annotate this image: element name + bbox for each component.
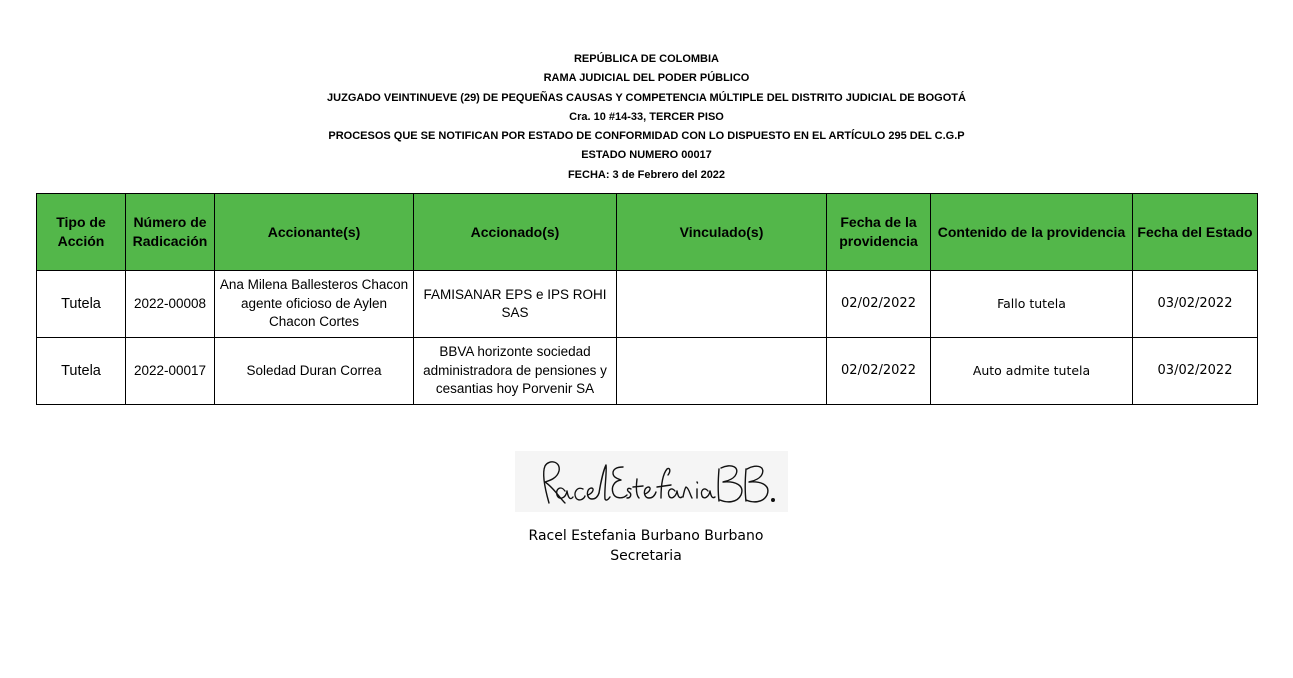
header-court: JUZGADO VEINTINUEVE (29) DE PEQUEÑAS CAUSAS Y COMPETENCIA MÚLTIPLE DEL DISTRITO JUDICIAL DE BOGOTÁ [327,91,966,104]
signer-name: Racel Estefania Burbano Burbano [528,528,764,544]
header-country: REPÚBLICA DE COLOMBIA [573,53,720,65]
cell-tipo: Tutela [37,271,126,338]
signature-block [446,526,846,566]
handwritten-signature [515,451,788,512]
cell-accionado: FAMISANAR EPS e IPS ROHI SAS [414,271,617,338]
signer-role: Secretaria [610,548,682,564]
cell-accionante: Soledad Duran Correa [215,338,414,405]
cell-vinculado [617,271,827,338]
header-notice: PROCESOS QUE SE NOTIFICAN POR ESTADO DE CONFORMIDAD CON LO DISPUESTO EN EL ARTÍCULO 295 DEL C.G.P [328,130,965,143]
cell-contenido: Auto admite tutela [931,338,1133,405]
cell-fecha-estado: 03/02/2022 [1133,271,1258,338]
column-header-contenido: Contenido de la providencia [931,194,1133,271]
estado-table [36,193,1258,405]
column-header-accionante: Accionante(s) [215,194,414,271]
cell-contenido: Fallo tutela [931,271,1133,338]
column-header-fecha-providencia: Fecha de la providencia [827,194,931,271]
cell-radicacion: 2022-00008 [126,271,215,338]
cell-accionante: Ana Milena Ballesteros Chacon agente oficioso de Aylen Chacon Cortes [215,271,414,338]
table-header-row [37,194,1258,271]
column-header-vinculado: Vinculado(s) [617,194,827,271]
cell-fecha-providencia: 02/02/2022 [827,338,931,405]
column-header-radicacion: Número de Radicación [126,194,215,271]
column-header-accionado: Accionado(s) [414,194,617,271]
header-estado-number: ESTADO NUMERO 00017 [581,149,712,162]
cell-radicacion: 2022-00017 [126,338,215,405]
cell-fecha-providencia: 02/02/2022 [827,271,931,338]
column-header-tipo: Tipo de Acción [37,194,126,271]
header-branch: RAMA JUDICIAL DEL PODER PÚBLICO [543,72,750,85]
column-header-fecha-estado: Fecha del Estado [1133,194,1258,271]
document-header [0,50,1293,185]
cell-vinculado [617,338,827,405]
cell-tipo: Tutela [37,338,126,405]
table-row [37,338,1258,405]
cell-fecha-estado: 03/02/2022 [1133,338,1258,405]
header-date: FECHA: 3 de Febrero del 2022 [567,168,726,181]
cell-accionado: BBVA horizonte sociedad administradora de pensiones y cesantias hoy Porvenir SA [414,338,617,405]
table-row [37,271,1258,338]
header-address: Cra. 10 #14-33, TERCER PISO [569,110,724,123]
